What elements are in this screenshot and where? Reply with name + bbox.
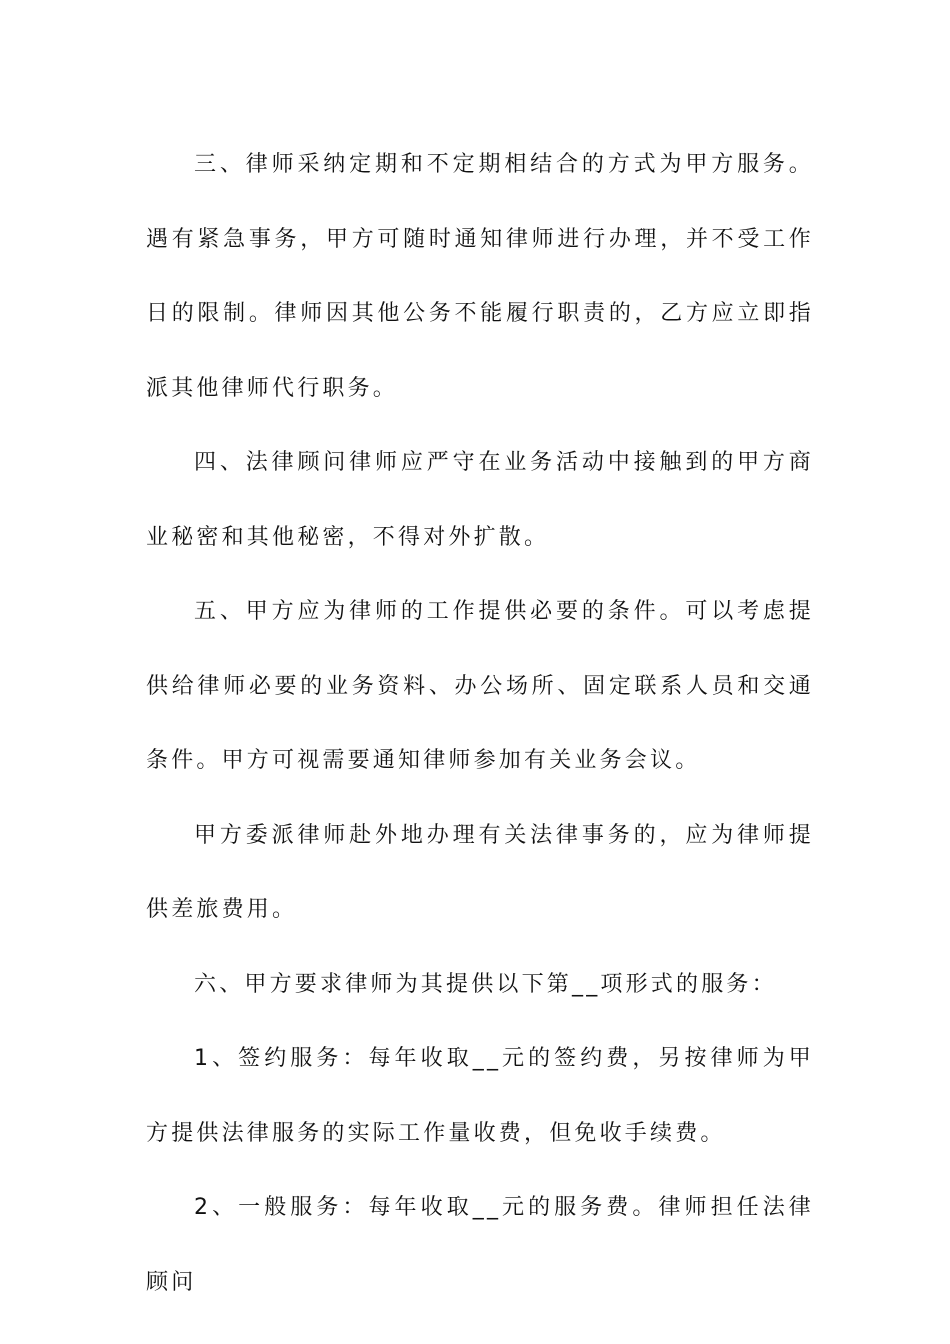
paragraph-travel-expenses: 甲方委派律师赴外地办理有关法律事务的，应为律师提供差旅费用。	[146, 822, 814, 922]
paragraph-contract-service: 1、签约服务：每年收取__元的签约费，另按律师为甲方提供法律服务的实际工作量收费，但免收手续费。	[146, 1046, 814, 1146]
paragraph-6-service-forms: 六、甲方要求律师为其提供以下第__项形式的服务：	[194, 971, 777, 997]
paragraph-4-confidentiality: 四、法律顾问律师应严守在业务活动中接触到的甲方商业秘密和其他秘密，不得对外扩散。	[146, 450, 814, 550]
document-body	[146, 128, 814, 1320]
paragraph-general-service: 2、一般服务：每年收取__元的服务费。律师担任法律顾问	[146, 1195, 814, 1295]
paragraph-3-service-method: 三、律师采纳定期和不定期相结合的方式为甲方服务。遇有紧急事务，甲方可随时通知律师进行办理，并不受工作日的限制。律师因其他公务不能履行职责的，乙方应立即指派其他律师代行职务。	[146, 152, 814, 401]
paragraph-5-working-conditions: 五、甲方应为律师的工作提供必要的条件。可以考虑提供给律师必要的业务资料、办公场所、固定联系人员和交通条件。甲方可视需要通知律师参加有关业务会议。	[146, 599, 814, 773]
